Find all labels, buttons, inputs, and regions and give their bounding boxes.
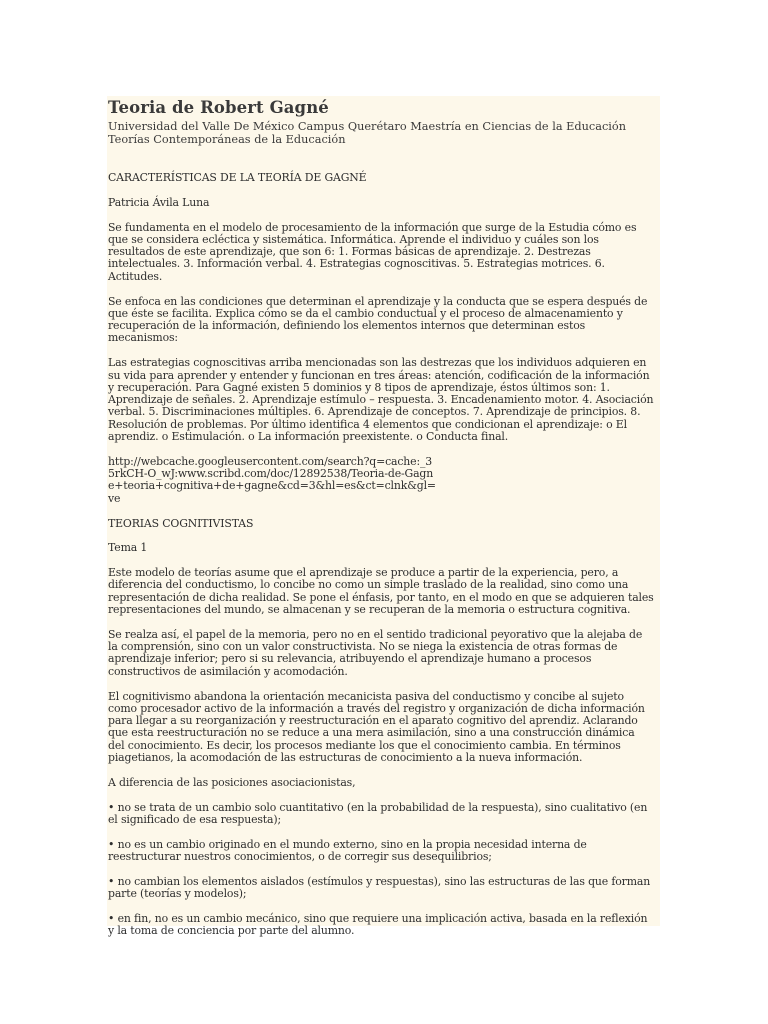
paragraph: Se realza así, el papel de la memoria, pero no en el sentido tradicional peyorativo que la alejaba de la comprensión, sino con un valor constructivista. No se niega la existencia de otras formas de aprendizaje inferior; pero si su relevancia, atribuyendo el aprendizaje humano a procesos constructivos de asimilación y acomodación. [108,627,643,678]
document-page [107,96,660,938]
document-title: Teoria de Robert Gagné [108,98,329,117]
document-subtitle: Universidad del Valle De México Campus Querétaro Maestría en Ciencias de la Educación Teorías Contemporáneas de la Educación [108,120,626,146]
section-heading: TEORIAS COGNITIVISTAS [108,516,254,530]
subsection-heading: Tema 1 [108,541,148,555]
section-heading: CARACTERÍSTICAS DE LA TEORÍA DE GAGNÉ [108,171,367,184]
author-name: Patricia Ávila Luna [108,195,210,209]
paragraph: Este modelo de teorías asume que el aprendizaje se produce a partir de la experiencia, pero, a diferencia del conductismo, lo concibe no como un simple traslado de la realidad, sino como una representación de dicha realidad. Se pone el énfasis, por tanto, en el modo en que se adquieren tales representaciones del mundo, se almacenan y se recuperan de la memoria o estructura cognitiva. [108,566,654,617]
bullet-item: • no es un cambio originado en el mundo externo, sino en la propia necesidad interna de reestructurar nuestros conocimientos, o de corregir sus desequilibrios; [108,837,587,863]
bullet-item: • no se trata de un cambio solo cuantitativo (en la probabilidad de la respuesta), sino cualitativo (en el significado de esa respuesta); [108,800,648,826]
paragraph: A diferencia de las posiciones asociacionistas, [108,775,356,789]
paragraph: Se fundamenta en el modelo de procesamiento de la información que surge de la Estudia cómo es que se considera ecléctica y sistemática. Informática. Aprende el individuo y cuáles son los resultados de este aprendizaje, que son 6: 1. Formas básicas de aprendizaje. 2. Destrezas intelectuales. 3. Información verbal. 4. Estrategias cognoscitivas. 5. Estrategias motrices. 6. Actitudes. [108,220,637,283]
bullet-item: • no cambian los elementos aislados (estímulos y respuestas), sino las estructuras de las que forman parte (teorías y modelos); [108,874,651,901]
source-link[interactable]: http://webcache.googleusercontent.com/search?q=cache:_35rkCH-O_wJ:www.scribd.com/doc/12892538/Teoria-de-Gagne+teoria+cognitiva+de+gagne&cd=3&hl=es&ct=clnk&gl=ve [108,454,436,505]
document-body [108,172,654,937]
bullet-item: • en fin, no es un cambio mecánico, sino que requiere una implicación activa, basada en la reflexión y la toma de conciencia por parte del alumno. [108,911,648,938]
paragraph: Se enfoca en las condiciones que determinan el aprendizaje y la conducta que se espera después de que éste se facilita. Explica cómo se da el cambio conductual y el proceso de almacenamiento y recuperación de la información, definiendo los elementos internos que determinan estos mecanismos: [108,294,648,345]
paragraph: El cognitivismo abandona la orientación mecanicista pasiva del conductismo y concibe al sujeto como procesador activo de la información a través del registro y organización de dicha información para llegar a su reorganización y reestructuración en el aparato cognitivo del aprendiz. Aclarando que esta reestructuración no se reduce a una mera asimilación, sino a una construcción dinámica del conocimiento. Es decir, los procesos mediante los que el conocimiento cambia. En términos piagetianos, la acomodación de las estructuras de conocimiento a la nueva información. [108,689,645,764]
paragraph: Las estrategias cognoscitivas arriba mencionadas son las destrezas que los individuos adquieren en su vida para aprender y entender y funcionan en tres áreas: atención, codificación de la información y recuperación. Para Gagné existen 5 dominios y 8 tipos de aprendizaje, éstos últimos son: 1. Aprendizaje de señales. 2. Aprendizaje estímulo – respuesta. 3. Encadenamiento motor. 4. Asociación verbal. 5. Discriminaciones múltiples. 6. Aprendizaje de conceptos. 7. Aprendizaje de principios. 8. Resolución de problemas. Por último identifica 4 elementos que condicionan el aprendizaje: o El aprendiz. o Estimulación. o La información preexistente. o Conducta final. [108,356,654,444]
